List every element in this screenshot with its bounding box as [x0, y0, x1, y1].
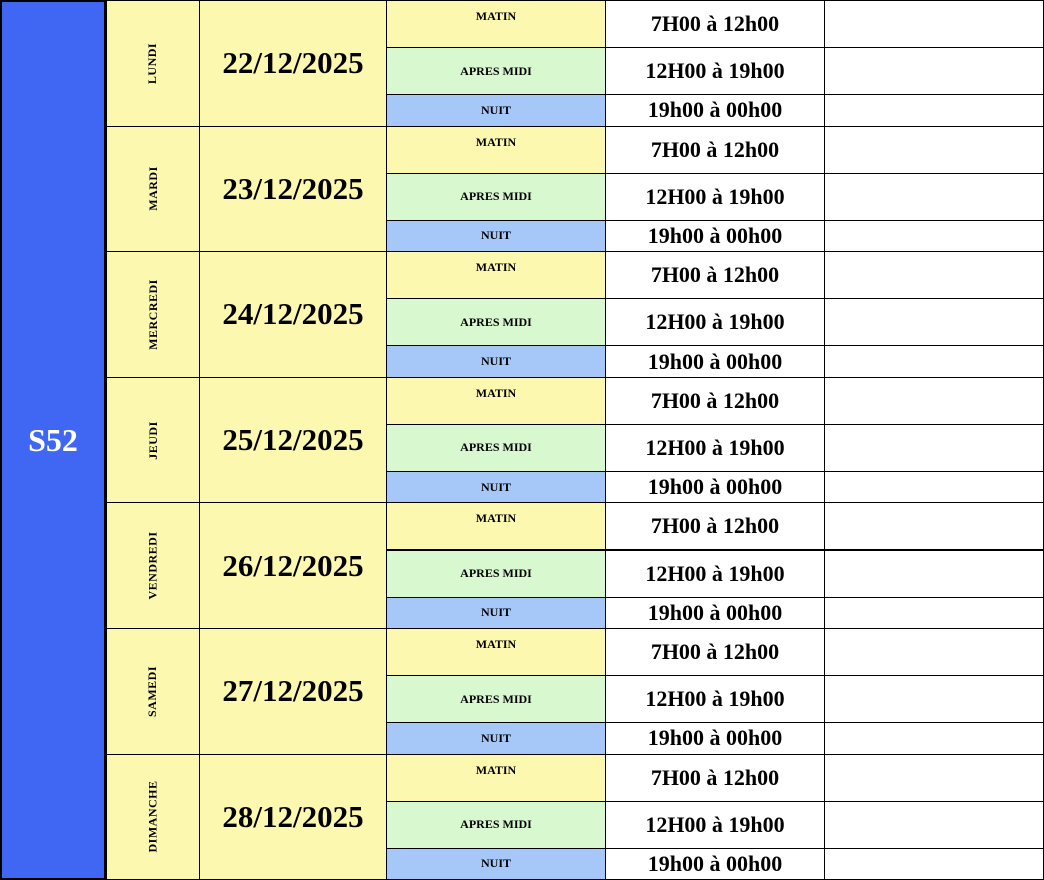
hours-nuit-cell: 19h00 à 00h00 [605, 597, 825, 629]
shift-nuit-cell: NUIT [386, 220, 606, 252]
shift-matin-cell: MATIN [386, 502, 606, 550]
hours-apres-cell: 12H00 à 19h00 [605, 801, 825, 849]
blank-cell [824, 173, 1044, 221]
shift-matin-cell: MATIN [386, 0, 606, 48]
shift-nuit-cell: NUIT [386, 94, 606, 126]
hours-nuit-cell: 19h00 à 00h00 [605, 220, 825, 252]
hours-apres-cell: 12H00 à 19h00 [605, 298, 825, 346]
day-name-cell [106, 628, 200, 755]
date-cell: 23/12/2025 [199, 126, 387, 253]
hours-matin-cell: 7H00 à 12h00 [605, 628, 825, 676]
hours-matin-cell: 7H00 à 12h00 [605, 377, 825, 425]
day-name-cell-label: SAMEDI [145, 665, 160, 717]
blank-cell [824, 298, 1044, 346]
date-cell: 28/12/2025 [199, 754, 387, 880]
blank-cell [824, 94, 1044, 126]
day-name-cell-label: JEUDI [145, 420, 160, 460]
day-name-cell-label: MERCREDI [145, 279, 160, 350]
hours-matin-cell: 7H00 à 12h00 [605, 502, 825, 550]
blank-cell [824, 801, 1044, 849]
hours-nuit-cell: 19h00 à 00h00 [605, 722, 825, 754]
shift-apres-cell: APRES MIDI [386, 801, 606, 849]
blank-cell [824, 550, 1044, 598]
shift-matin-cell: MATIN [386, 251, 606, 299]
day-name-cell-label: VENDREDI [145, 531, 160, 600]
shift-matin-cell: MATIN [386, 754, 606, 802]
date-cell: 26/12/2025 [199, 502, 387, 629]
shift-apres-cell: APRES MIDI [386, 424, 606, 472]
blank-cell [824, 345, 1044, 377]
blank-cell [824, 722, 1044, 754]
blank-cell [824, 47, 1044, 95]
shift-apres-cell: APRES MIDI [386, 47, 606, 95]
blank-cell [824, 424, 1044, 472]
date-cell: 24/12/2025 [199, 251, 387, 378]
shift-apres-cell: APRES MIDI [386, 298, 606, 346]
blank-cell [824, 220, 1044, 252]
hours-nuit-cell: 19h00 à 00h00 [605, 471, 825, 503]
day-name-cell [106, 502, 200, 629]
hours-apres-cell: 12H00 à 19h00 [605, 675, 825, 723]
blank-cell [824, 754, 1044, 802]
hours-matin-cell: 7H00 à 12h00 [605, 251, 825, 299]
blank-cell [824, 502, 1044, 550]
shift-nuit-cell: NUIT [386, 471, 606, 503]
day-name-cell [106, 126, 200, 253]
date-cell: 25/12/2025 [199, 377, 387, 504]
date-cell: 27/12/2025 [199, 628, 387, 755]
hours-matin-cell: 7H00 à 12h00 [605, 126, 825, 174]
hours-matin-cell: 7H00 à 12h00 [605, 754, 825, 802]
blank-cell [824, 628, 1044, 676]
shift-matin-cell: MATIN [386, 628, 606, 676]
shift-matin-cell: MATIN [386, 126, 606, 174]
blank-cell [824, 251, 1044, 299]
hours-apres-cell: 12H00 à 19h00 [605, 424, 825, 472]
shift-nuit-cell: NUIT [386, 345, 606, 377]
hours-apres-cell: 12H00 à 19h00 [605, 550, 825, 598]
hours-apres-cell: 12H00 à 19h00 [605, 173, 825, 221]
hours-nuit-cell: 19h00 à 00h00 [605, 345, 825, 377]
blank-cell [824, 0, 1044, 48]
hours-nuit-cell: 19h00 à 00h00 [605, 94, 825, 126]
shift-apres-cell: APRES MIDI [386, 173, 606, 221]
blank-cell [824, 675, 1044, 723]
day-name-cell-label: LUNDI [145, 42, 160, 84]
blank-cell [824, 848, 1044, 880]
blank-cell [824, 126, 1044, 174]
day-name-cell [106, 251, 200, 378]
blank-cell [824, 597, 1044, 629]
hours-matin-cell: 7H00 à 12h00 [605, 0, 825, 48]
hours-nuit-cell: 19h00 à 00h00 [605, 848, 825, 880]
day-name-cell [106, 0, 200, 127]
hours-apres-cell: 12H00 à 19h00 [605, 47, 825, 95]
shift-apres-cell: APRES MIDI [386, 675, 606, 723]
blank-cell [824, 377, 1044, 425]
day-name-cell [106, 377, 200, 504]
week-label: S52 [0, 0, 106, 880]
day-name-cell-label: MARDI [145, 166, 160, 212]
shift-apres-cell: APRES MIDI [386, 550, 606, 598]
day-name-cell-label: DIMANCHE [145, 780, 160, 853]
shift-nuit-cell: NUIT [386, 722, 606, 754]
shift-nuit-cell: NUIT [386, 848, 606, 880]
blank-cell [824, 471, 1044, 503]
day-name-cell [106, 754, 200, 880]
date-cell: 22/12/2025 [199, 0, 387, 127]
shift-matin-cell: MATIN [386, 377, 606, 425]
shift-nuit-cell: NUIT [386, 597, 606, 629]
